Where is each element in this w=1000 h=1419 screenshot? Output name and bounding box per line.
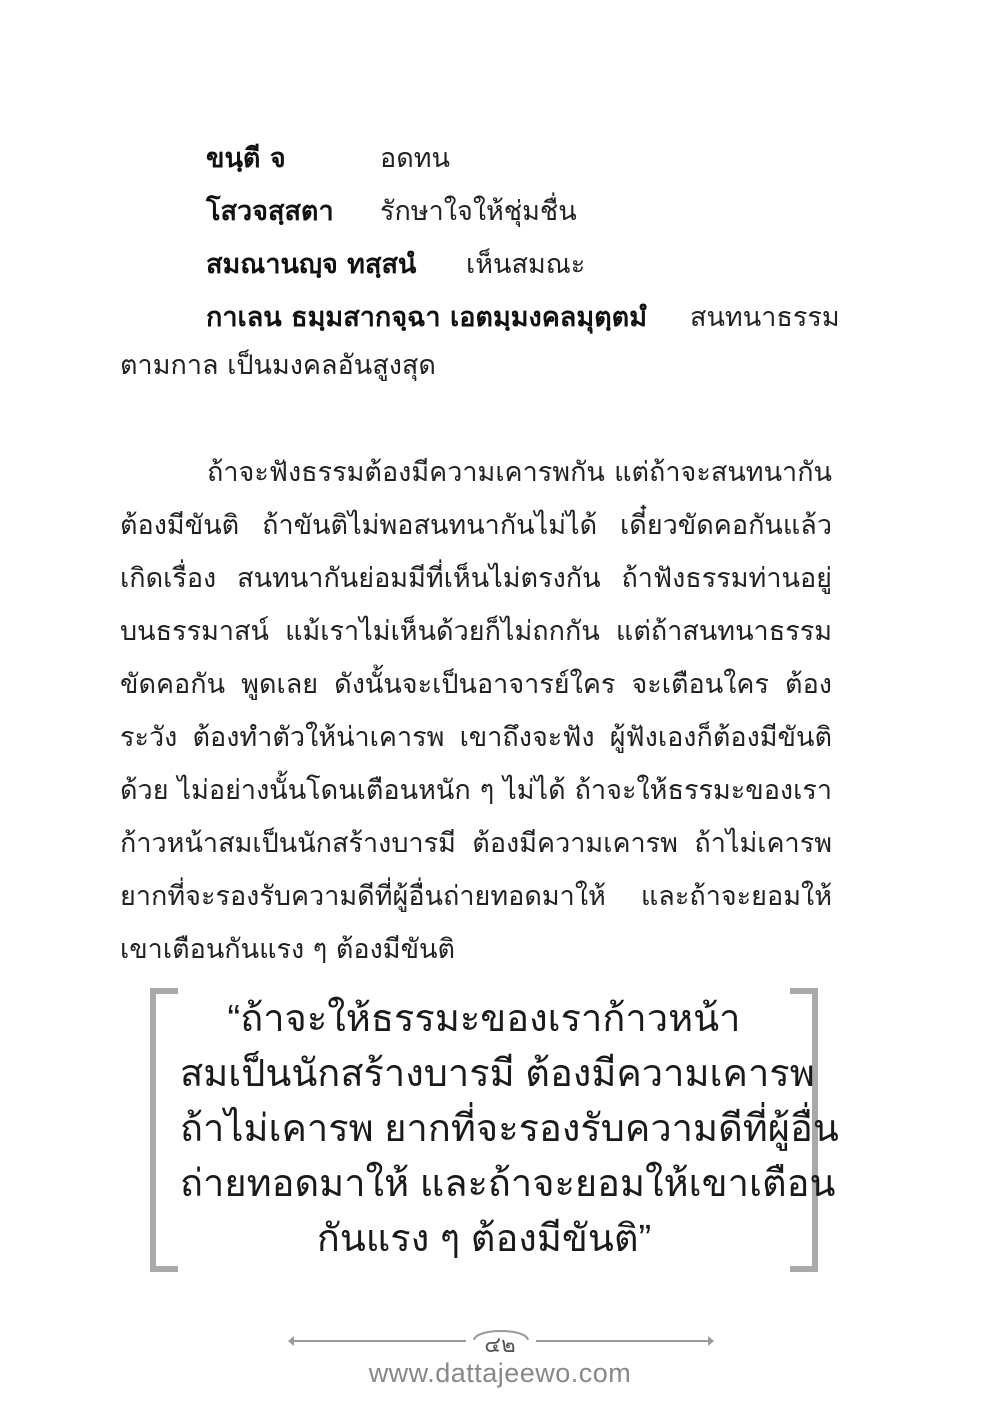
page-number: ๔๒: [484, 1333, 516, 1358]
verse-meaning: อดทน: [380, 143, 451, 174]
verse-line-3: [206, 245, 586, 285]
verse-pali: สมณานญฺจ ทสฺสนํ: [206, 249, 417, 280]
verse-line-4: [206, 298, 840, 338]
quote-line: กันแรง ๆ ต้องมีขันติ”: [316, 1218, 652, 1260]
verse-meaning: เห็นสมณะ: [466, 249, 586, 280]
quote-line: ถ่ายทอดมาให้ และถ้าจะยอมให้เขาเตือน: [180, 1163, 836, 1205]
verse-meaning: รักษาใจให้ชุ่มชื่น: [380, 196, 577, 227]
pull-quote: [150, 988, 839, 1264]
quote-line: “ถ้าจะให้ธรรมะของเราก้าวหน้า: [227, 998, 741, 1040]
verse-pali: โสวจสฺสตา: [206, 196, 334, 227]
quote-line: สมเป็นนักสร้างบารมี ต้องมีความเคารพ: [180, 1053, 815, 1095]
verse-line-2: [206, 192, 577, 232]
body-paragraph: ถ้าจะฟังธรรมต้องมีความเคารพกัน แต่ถ้าจะสนทนากันต้องมีขันติ ถ้าขันติไม่พอสนทนากันไม่ได้ เดี๋ยวขัดคอกันแล้วเกิดเรื่อง สนทนากันย่อมมีที่เห็นไม่ตรงกัน ถ้าฟังธรรมท่านอยู่บนธรรมาสน์ แม้เราไม่เห็นด้วยก็ไม่ถกกัน แต่ถ้าสนทนาธรรม ขัดคอกัน พูดเลย ดังนั้นจะเป็นอาจารย์ใคร จะเตือนใคร ต้องระวัง ต้องทำตัวให้น่าเคารพ เขาถึงจะฟัง ผู้ฟังเองก็ต้องมีขันติด้วย ไม่อย่างนั้นโดนเตือนหนัก ๆ ไม่ได้ ถ้าจะให้ธรรมะของเราก้าวหน้าสมเป็นนักสร้างบารมี ต้องมีความเคารพ ถ้าไม่เคารพยากที่จะรองรับความดีที่ผู้อื่นถ่ายทอดมาให้ และถ้าจะยอมให้เขาเตือนกันแรง ๆ ต้องมีขันติ: [120, 457, 832, 965]
verse-line-1: [206, 139, 451, 179]
verse-pali: กาเลน ธมฺมสากจฺฉา เอตมฺมงคลมุตฺตมํ: [206, 302, 648, 333]
website-url: www.dattajeewo.com: [368, 1358, 632, 1388]
verse-pali: ขนฺตี จ: [206, 143, 286, 174]
left-bracket-decoration: [150, 988, 178, 1272]
quote-text: [180, 992, 839, 1267]
quote-line: ถ้าไม่เคารพ ยากที่จะรองรับความดีที่ผู้อื่น: [180, 1108, 839, 1150]
verse-continuation: ตามกาล เป็นมงคลอันสูงสุด: [120, 350, 436, 381]
verse-meaning: สนทนาธรรม: [690, 302, 840, 333]
